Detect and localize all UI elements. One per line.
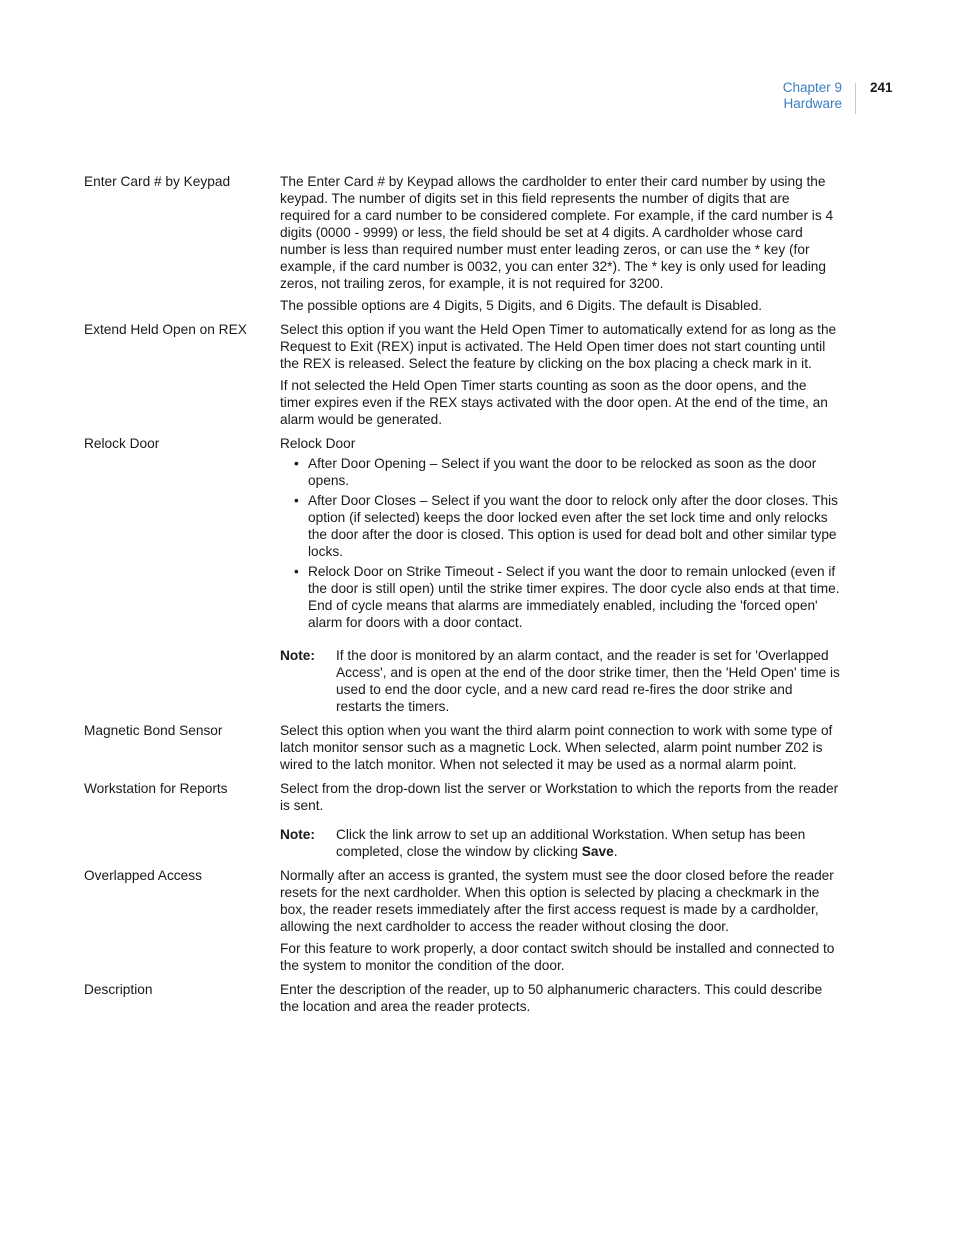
description-paragraph: Relock Door xyxy=(280,436,356,451)
term-description xyxy=(280,321,840,428)
list-item-text: After Door Opening – Select if you want the door to be relocked as soon as the door opens. xyxy=(308,456,817,488)
chapter-label: Chapter 9 xyxy=(782,80,842,95)
definition-row xyxy=(84,722,842,773)
term-label: Workstation for Reports xyxy=(84,781,228,796)
bullet-icon: • xyxy=(294,456,299,471)
term-description xyxy=(280,867,840,974)
definition-row xyxy=(84,321,842,428)
description-paragraph: Enter the description of the reader, up to 50 alphanumeric characters. This could describe the location and area the reader protects. xyxy=(280,982,823,1014)
list-item xyxy=(280,563,840,631)
save-keyword: Save xyxy=(581,844,614,859)
list-item xyxy=(280,492,840,560)
note-text xyxy=(336,826,840,860)
definition-row xyxy=(84,780,842,860)
description-paragraph: The possible options are 4 Digits, 5 Digits, and 6 Digits. The default is Disabled. xyxy=(280,298,763,313)
list-item xyxy=(280,455,840,489)
note-text-part: Click the link arrow to set up an additional Workstation. When setup has been completed, close the window by clicking xyxy=(336,827,806,859)
term-description xyxy=(280,435,840,715)
note-label: Note: xyxy=(280,827,315,842)
running-header xyxy=(783,80,842,112)
term-label: Relock Door xyxy=(84,436,160,451)
note-text: If the door is monitored by an alarm contact, and the reader is set for 'Overlapped Access', and is open at the end of the door strike timer, then the 'Held Open' time is used to end the door cycle, and a new card read re-fires the door strike and restarts the timers. xyxy=(336,648,840,714)
description-paragraph: The Enter Card # by Keypad allows the cardholder to enter their card number by using the keypad. The number of digits set in this field represents the number of digits that are required for a card number to be considered complete. For example, if the card number is 4 digits (0000 - 9999) or less, the field should be set at 4 digits. A cardholder whose card number is less than required number must enter leading zeros, or can use the * key (for example, if the card number is 0032, you can enter 32*). The * key is only used for leading zeros, not trailing zeros, for example, it is not required for 3200. xyxy=(280,174,834,291)
description-paragraph: Select from the drop-down list the server or Workstation to which the reports from the reader is sent. xyxy=(280,781,839,813)
term-description xyxy=(280,780,840,860)
note-text-part: . xyxy=(613,844,618,859)
definition-row xyxy=(84,981,842,1015)
definition-table xyxy=(84,173,842,1022)
term-description xyxy=(280,173,840,314)
definition-row xyxy=(84,867,842,974)
list-item-text: After Door Closes – Select if you want the door to relock only after the door closes. This option (if selected) keeps the door locked even after the set lock time and only relocks the door after the door is closed. This option is used for dead bolt and other similar type locks. xyxy=(308,493,839,559)
description-paragraph: Select this option when you want the third alarm point connection to work with some type of latch monitor sensor such as a magnetic Lock. When selected, alarm point number Z02 is wired to the latch monitor. When not selected it may be used as a normal alarm point. xyxy=(280,723,833,772)
description-paragraph: For this feature to work properly, a door contact switch should be installed and connected to the system to monitor the condition of the door. xyxy=(280,941,835,973)
list-item-text: Relock Door on Strike Timeout - Select if you want the door to remain unlocked (even if the door is still open) until the strike timer expires. The door cycle also ends at that time. End of cycle means that alarms are immediately enabled, including the 'forced open' alarm for doors with a door contact. xyxy=(308,564,840,630)
description-paragraph: If not selected the Held Open Timer starts counting as soon as the door opens, and the timer expires even if the REX stays activated with the door open. At the end of the time, an alarm would be generated. xyxy=(280,378,828,427)
note-block xyxy=(280,647,840,715)
term-label: Enter Card # by Keypad xyxy=(84,174,231,189)
bullet-icon: • xyxy=(294,564,299,579)
description-paragraph: Select this option if you want the Held Open Timer to automatically extend for as long as the Request to Exit (REX) input is activated. The Held Open timer does not start counting until the REX is released. Select the feature by clicking on the box placing a check mark in it. xyxy=(280,322,837,371)
section-label: Hardware xyxy=(783,96,842,111)
bullet-icon: • xyxy=(294,493,299,508)
bullet-list xyxy=(280,455,840,631)
term-label: Description xyxy=(84,982,153,997)
term-label: Overlapped Access xyxy=(84,868,202,883)
page-header xyxy=(0,80,954,120)
definition-row xyxy=(84,435,842,715)
term-label: Magnetic Bond Sensor xyxy=(84,723,223,738)
term-description xyxy=(280,722,840,773)
term-description xyxy=(280,981,840,1015)
note-label: Note: xyxy=(280,648,315,663)
note-block xyxy=(280,826,840,860)
definition-row xyxy=(84,173,842,314)
header-divider xyxy=(855,83,856,114)
page-number: 241 xyxy=(870,80,893,95)
description-paragraph: Normally after an access is granted, the system must see the door closed before the reader resets for the next cardholder. When this option is selected by placing a checkmark in the box, the reader resets immediately after the first access request is made by a cardholder, allowing the next cardholder to access the reader without closing the door. xyxy=(280,868,834,934)
term-label: Extend Held Open on REX xyxy=(84,322,247,337)
